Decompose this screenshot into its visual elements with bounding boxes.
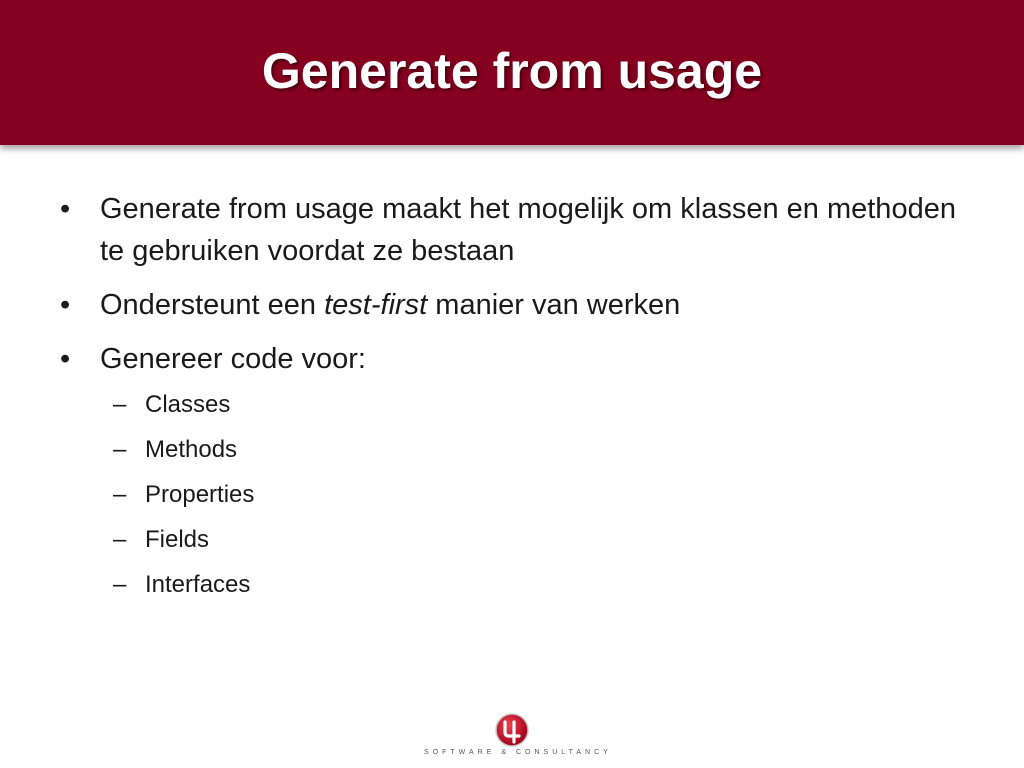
sub-item-text: Methods (145, 436, 238, 463)
company-logo (424, 712, 612, 760)
bullet-item (60, 284, 980, 326)
bullet-item (60, 338, 980, 380)
bullet-text: Generate from usage maakt het mogelijk om klassen en methoden te gebruiken voordat ze bestaan (100, 193, 956, 267)
sub-item-text: Interfaces (145, 571, 251, 598)
logo-tagline: SOFTWARE & CONSULTANCY (424, 749, 612, 756)
sub-item-text: Classes (145, 391, 231, 418)
bullet-text: Genereer code voor: (100, 343, 366, 375)
sub-item (60, 523, 980, 557)
sub-item (60, 388, 980, 422)
sub-item (60, 568, 980, 602)
sub-marker: – (113, 571, 127, 598)
ilionx-logo-icon (494, 712, 530, 748)
bullet-marker: • (60, 193, 71, 225)
sub-item-text: Fields (145, 526, 210, 553)
slide-title: Generate from usage (261, 42, 763, 99)
title-bar (0, 0, 1024, 145)
sub-marker: – (113, 436, 127, 463)
sub-item (60, 433, 980, 467)
sub-list (60, 388, 980, 602)
sub-marker: – (113, 481, 127, 508)
bullet-marker: • (60, 289, 71, 321)
bullet-marker: • (60, 343, 71, 375)
sub-item (60, 478, 980, 512)
sub-marker: – (113, 526, 127, 553)
bullet-text-emphasis: test-first (324, 289, 428, 321)
bullet-text-after: manier van werken (427, 289, 681, 321)
bullet-text-before: Ondersteunt een (100, 289, 325, 321)
slide-content (60, 188, 980, 613)
sub-marker: – (113, 391, 127, 418)
bullet-item (60, 188, 980, 272)
sub-item-text: Properties (145, 481, 255, 508)
